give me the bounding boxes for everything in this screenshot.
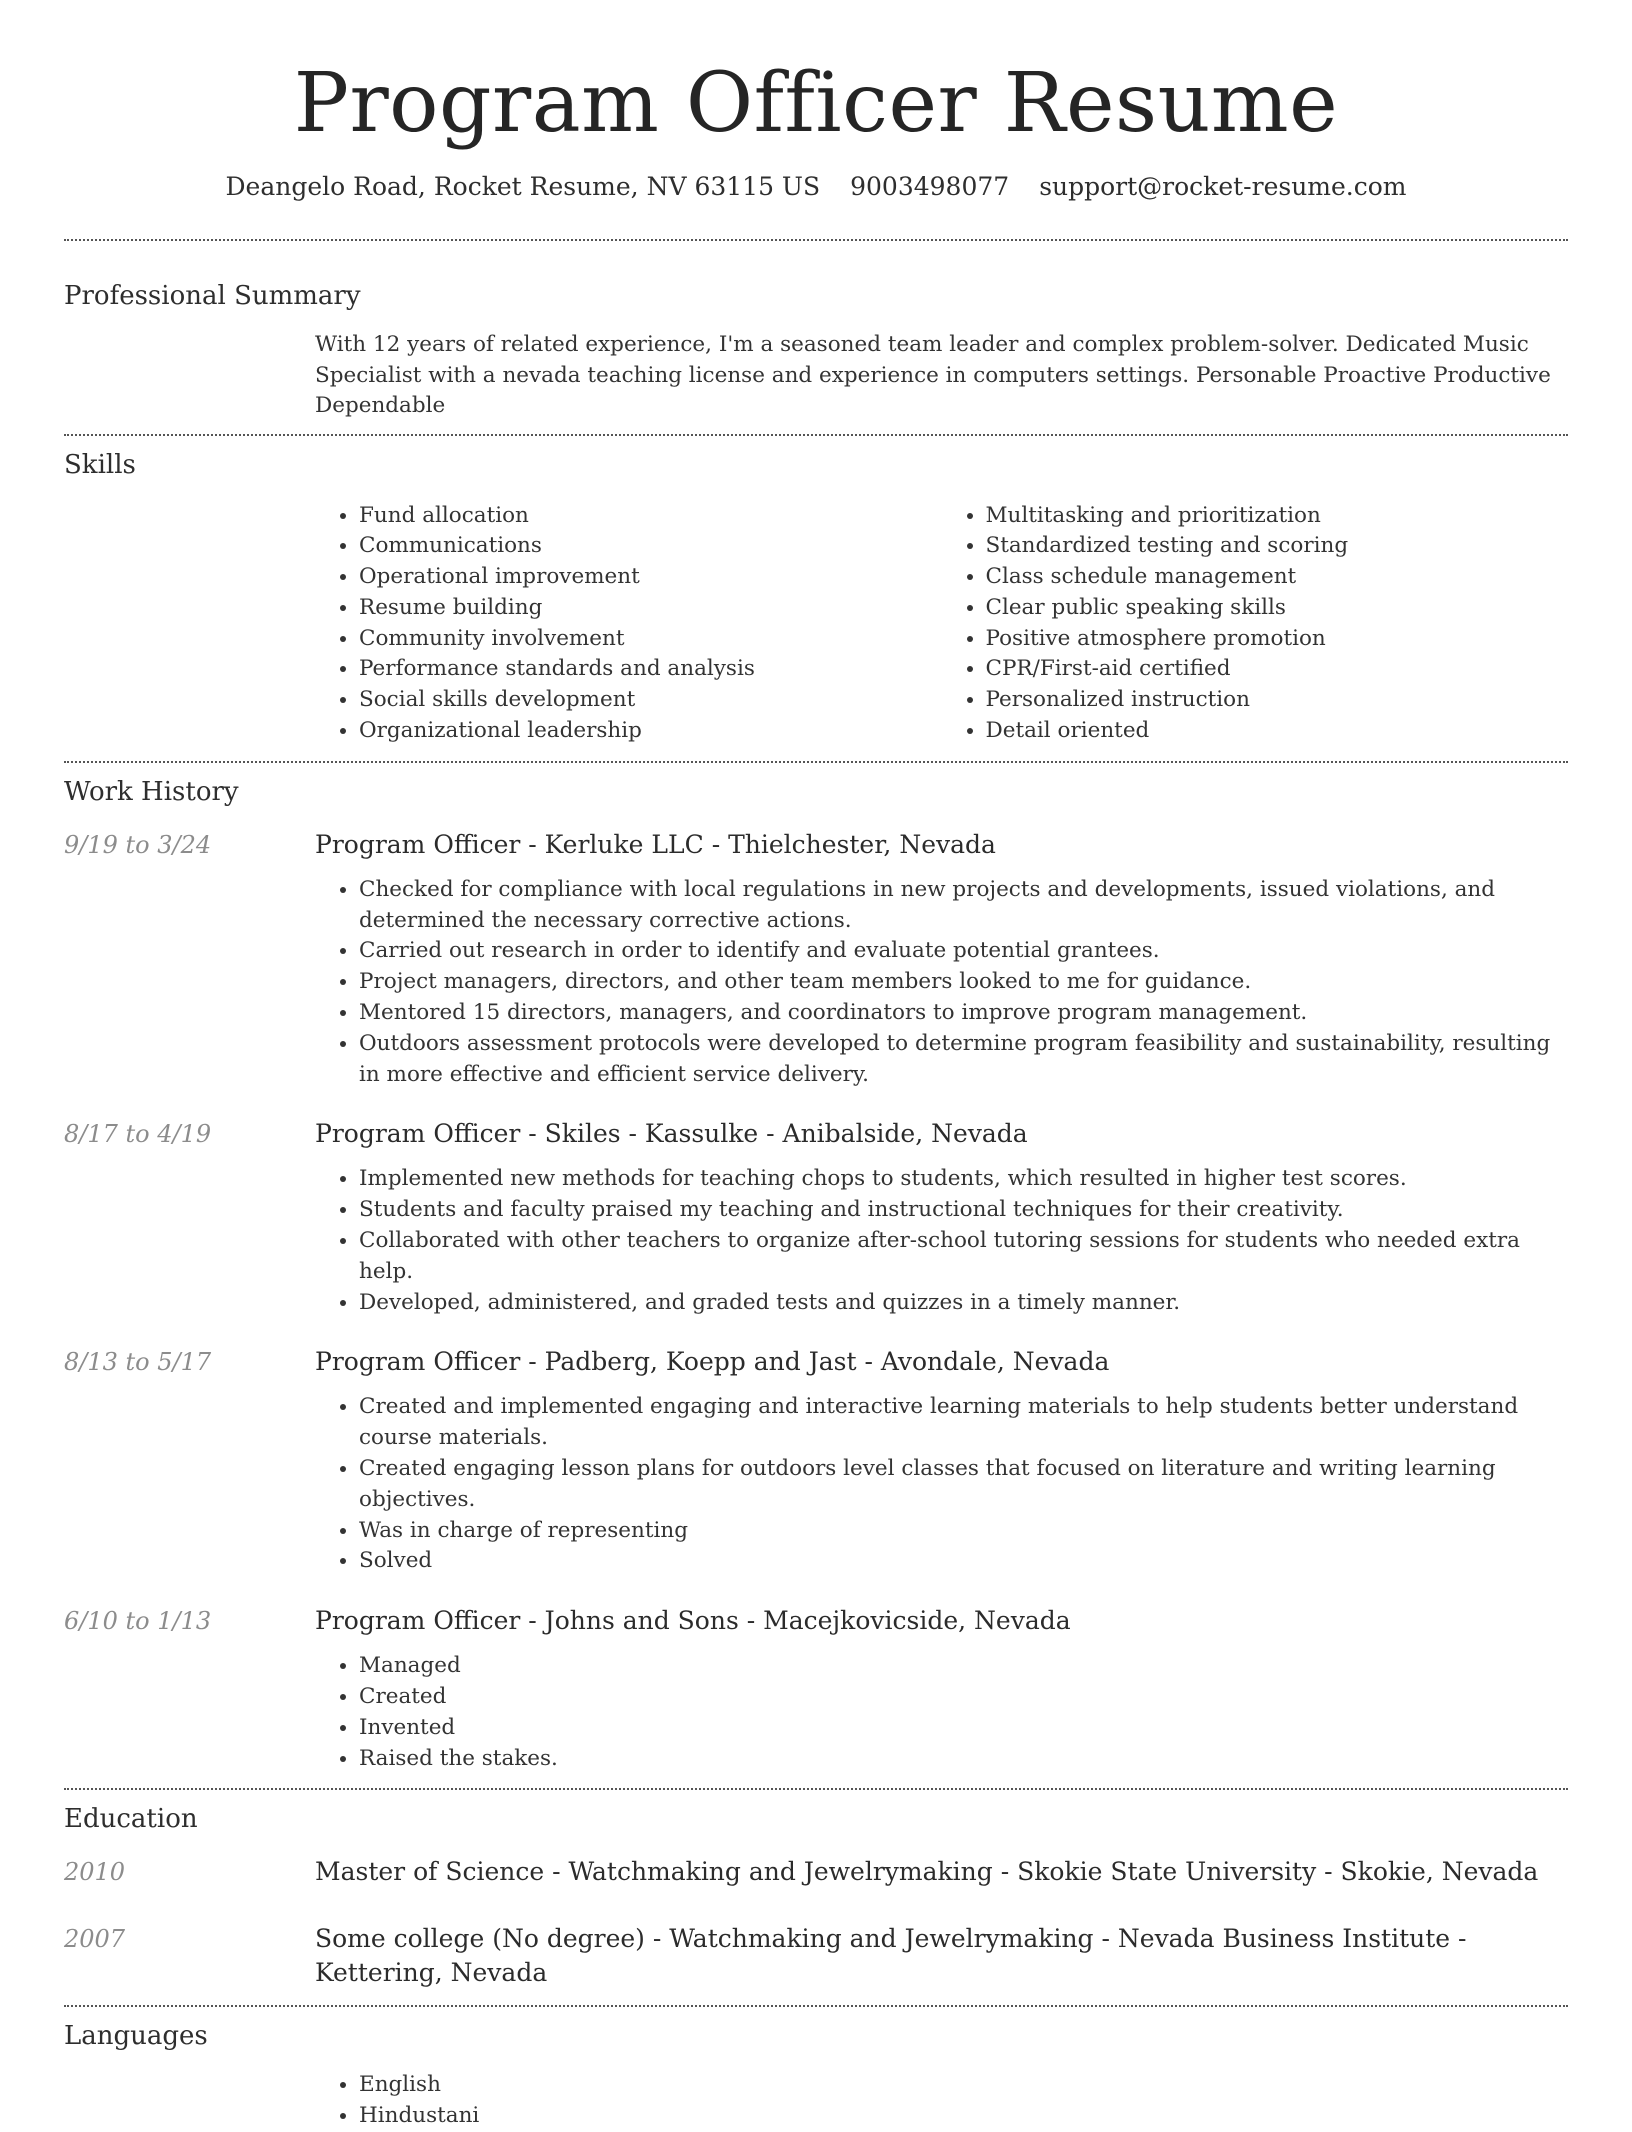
education-entry: [64, 1855, 1568, 1889]
skill-item: • Multitasking and prioritization: [986, 501, 1569, 532]
job-entry: [64, 1345, 1568, 1577]
job-bullets: [315, 875, 1568, 1091]
skills-list: [315, 501, 1568, 747]
page-title: Program Officer Resume: [293, 56, 1339, 151]
job-dates: 8/13 to 5/17: [64, 1348, 212, 1377]
summary-text: With 12 years of related experience, I'm a seasoned team leader and complex problem-solver. Dedicated Music Specialist with a nevada teaching license and experience in computers settings. Personable Proactive Productive Dependable: [315, 332, 1551, 418]
skill-item: • Positive atmosphere promotion: [986, 624, 1569, 655]
job-dates: 6/10 to 1/13: [64, 1607, 212, 1636]
job-bullet: • Created and implemented engaging and interactive learning materials to help students better understand course materials.: [359, 1392, 1568, 1454]
job-bullet: • Created engaging lesson plans for outdoors level classes that focused on literature and writing learning objectives.: [359, 1454, 1568, 1516]
skill-item: • Communications: [359, 531, 942, 562]
resume-page: [64, 0, 1568, 2132]
language-item: • English: [359, 2070, 1568, 2101]
job-bullet: • Created: [359, 1682, 1568, 1713]
skill-item: • Operational improvement: [359, 562, 942, 593]
skill-item: • Clear public speaking skills: [986, 593, 1569, 624]
skill-item: • Class schedule management: [986, 562, 1569, 593]
divider: [64, 761, 1568, 763]
job-entry: [64, 1117, 1568, 1318]
job-body: [315, 1604, 1568, 1774]
contact-line: [64, 170, 1568, 204]
divider: [64, 239, 1568, 241]
skills-column-left: [315, 501, 942, 747]
summary-heading: Professional Summary: [64, 281, 361, 311]
job-body: [315, 1345, 1568, 1577]
work-heading: Work History: [64, 776, 239, 807]
skill-item: • Fund allocation: [359, 501, 942, 532]
job-title: Program Officer - Johns and Sons - Macejkovicside, Nevada: [315, 1606, 1071, 1636]
skill-item: • Organizational leadership: [359, 716, 942, 747]
skill-item: • Performance standards and analysis: [359, 654, 942, 685]
skill-item: • Detail oriented: [986, 716, 1569, 747]
address-text: Deangelo Road, Rocket Resume, NV 63115 US: [225, 172, 821, 201]
job-body: [315, 1117, 1568, 1318]
job-title: Program Officer - Padberg, Koepp and Jast - Avondale, Nevada: [315, 1347, 1110, 1377]
job-dates: 8/17 to 4/19: [64, 1120, 212, 1149]
education-entry: [64, 1922, 1568, 1990]
job-bullet: • Invented: [359, 1713, 1568, 1744]
skill-item: • Personalized instruction: [986, 685, 1569, 716]
job-bullets: [315, 1651, 1568, 1774]
job-dates: 9/19 to 3/24: [64, 830, 212, 859]
job-bullets: [315, 1164, 1568, 1318]
job-bullet: • Was in charge of representing: [359, 1516, 1568, 1547]
job-bullet: • Project managers, directors, and other team members looked to me for guidance.: [359, 967, 1568, 998]
divider: [64, 2005, 1568, 2007]
education-text: Some college (No degree) - Watchmaking and Jewelrymaking - Nevada Business Institute - Kettering, Nevada: [315, 1924, 1467, 1988]
language-item: • Hindustani: [359, 2101, 1568, 2132]
divider: [64, 1788, 1568, 1790]
skill-item: • Resume building: [359, 593, 942, 624]
job-bullet: • Carried out research in order to identify and evaluate potential grantees.: [359, 936, 1568, 967]
education-year: 2010: [64, 1858, 126, 1887]
job-bullet: • Developed, administered, and graded tests and quizzes in a timely manner.: [359, 1288, 1568, 1319]
education-year: 2007: [64, 1925, 126, 1954]
skills-column-right: [942, 501, 1569, 747]
job-bullet: • Mentored 15 directors, managers, and coordinators to improve program management.: [359, 998, 1568, 1029]
education-heading: Education: [64, 1804, 198, 1835]
skill-item: • CPR/First-aid certified: [986, 654, 1569, 685]
phone-text: 9003498077: [850, 172, 1010, 201]
languages-heading: Languages: [64, 2021, 208, 2052]
job-title: Program Officer - Kerluke LLC - Thielchester, Nevada: [315, 829, 996, 859]
skill-item: • Community involvement: [359, 624, 942, 655]
job-bullet: • Implemented new methods for teaching chops to students, which resulted in higher test scores.: [359, 1164, 1568, 1195]
job-entry: [64, 1604, 1568, 1774]
email-text: support@rocket-resume.com: [1039, 172, 1407, 201]
job-body: [315, 828, 1568, 1091]
job-bullet: • Managed: [359, 1651, 1568, 1682]
education-text: Master of Science - Watchmaking and Jewelrymaking - Skokie State University - Skokie, Nevada: [315, 1857, 1539, 1887]
skill-item: • Social skills development: [359, 685, 942, 716]
skill-item: • Standardized testing and scoring: [986, 531, 1569, 562]
job-bullet: • Raised the stakes.: [359, 1744, 1568, 1775]
job-entry: [64, 828, 1568, 1091]
languages-list: [315, 2070, 1568, 2132]
job-bullets: [315, 1392, 1568, 1577]
job-title: Program Officer - Skiles - Kassulke - Anibalside, Nevada: [315, 1119, 1028, 1149]
job-bullet: • Students and faculty praised my teaching and instructional techniques for their creativity.: [359, 1195, 1568, 1226]
job-bullet: • Collaborated with other teachers to organize after-school tutoring sessions for students who needed extra help.: [359, 1226, 1568, 1288]
job-bullet: • Solved: [359, 1546, 1568, 1577]
skills-heading: Skills: [64, 449, 136, 480]
divider: [64, 434, 1568, 436]
job-bullet: • Outdoors assessment protocols were developed to determine program feasibility and sustainability, resulting in more effective and efficient service delivery.: [359, 1029, 1568, 1091]
job-bullet: • Checked for compliance with local regulations in new projects and developments, issued violations, and determined the necessary corrective actions.: [359, 875, 1568, 937]
